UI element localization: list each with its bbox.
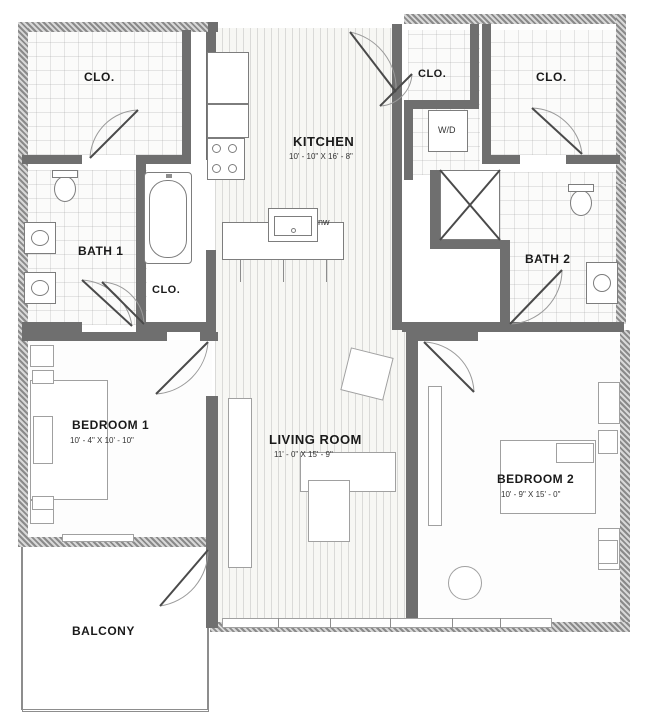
door-bath2[interactable] xyxy=(508,268,564,328)
island-sink-basin xyxy=(274,216,312,236)
wall-bedroom2-left xyxy=(406,332,418,628)
toilet-bath1 xyxy=(54,176,76,202)
door-bedroom2[interactable] xyxy=(422,340,478,396)
wall-kitchen-left-lower xyxy=(206,250,216,330)
bar-stool-3 xyxy=(326,260,327,282)
wall-bath1-bottom xyxy=(22,322,82,332)
wall-closet-bath1-right xyxy=(136,155,191,164)
label-microwave: nw xyxy=(318,217,330,227)
window-mullion-5 xyxy=(500,618,501,628)
entry-rug xyxy=(228,398,252,568)
window-mullion-1 xyxy=(278,618,279,628)
window-living-bottom xyxy=(222,618,552,628)
label-closet-hall: CLO. xyxy=(152,284,181,296)
exterior-wall-top-mid xyxy=(208,22,218,32)
label-washer-dryer: W/D xyxy=(438,125,456,135)
dims-bedroom2: 10' - 9" X 15' - 0" xyxy=(501,490,561,499)
nightstand-3 xyxy=(598,430,618,454)
window-mullion-3 xyxy=(390,618,391,628)
wall-bath2-top xyxy=(482,155,520,164)
shower-diagonals xyxy=(440,170,500,240)
wall-shower-bottom xyxy=(430,240,510,249)
toilet-bath2 xyxy=(570,190,592,216)
burner-2 xyxy=(228,144,237,153)
window-bedroom2-right-upper xyxy=(598,382,620,424)
bed-1-pillows xyxy=(33,416,53,464)
exterior-wall-left-lower xyxy=(18,332,28,547)
wall-closet-top-mid-bottom xyxy=(404,100,479,109)
label-closet-top-mid: CLO. xyxy=(418,68,447,80)
wall-hall-closet-bottom xyxy=(136,322,216,332)
bar-stool-2 xyxy=(283,260,284,282)
door-closet-top-right[interactable] xyxy=(528,104,584,156)
label-kitchen: KITCHEN xyxy=(293,134,355,149)
balcony-rail-left xyxy=(21,547,22,710)
bathtub-basin xyxy=(149,180,187,258)
label-closet-top-left: CLO. xyxy=(84,70,115,84)
wall-closet-bath1 xyxy=(22,155,82,164)
door-closet-top-mid[interactable] xyxy=(378,72,414,108)
wall-utility-left xyxy=(404,100,413,180)
sink-bath2 xyxy=(593,274,611,292)
burner-4 xyxy=(228,164,237,173)
balcony-rail-bottom xyxy=(21,709,208,710)
kitchen-counter-upper xyxy=(207,104,249,138)
label-bedroom1: BEDROOM 1 xyxy=(72,418,150,432)
toilet-tank-bath1 xyxy=(52,170,78,178)
nightstand-4 xyxy=(598,540,618,564)
sink-faucet xyxy=(291,228,296,233)
door-bedroom1[interactable] xyxy=(152,340,212,398)
wall-shower-left xyxy=(430,170,440,248)
label-living-room: LIVING ROOM xyxy=(269,432,362,447)
wall-kitchen-right-lower xyxy=(392,134,402,330)
nightstand-1 xyxy=(32,370,54,384)
window-bedroom1-bottom xyxy=(62,534,134,542)
exterior-wall-right-bedroom xyxy=(620,330,630,630)
label-closet-top-right: CLO. xyxy=(536,70,567,84)
door-closet-top-left[interactable] xyxy=(88,108,144,160)
exterior-wall-top-left xyxy=(18,22,208,32)
window-mullion-2 xyxy=(330,618,331,628)
label-bedroom2: BEDROOM 2 xyxy=(497,472,575,486)
bar-stool-1 xyxy=(240,260,241,282)
label-bath2: BATH 2 xyxy=(525,252,571,266)
dresser-bedroom2 xyxy=(428,386,442,526)
dims-bedroom1: 10' - 4" X 10' - 10" xyxy=(70,436,134,445)
wall-wd-right xyxy=(470,24,479,104)
bathtub-faucet xyxy=(166,174,172,178)
toilet-tank-bath2 xyxy=(568,184,594,192)
wall-bath2-top-right xyxy=(566,155,620,164)
wall-hall-bottom-right xyxy=(402,322,512,332)
window-mullion-4 xyxy=(452,618,453,628)
dims-living-room: 11' - 0" X 15' - 9" xyxy=(274,450,333,459)
exterior-wall-top-right xyxy=(404,14,626,24)
wall-closet-top-right-left xyxy=(482,24,491,159)
door-balcony[interactable] xyxy=(156,548,212,610)
coffee-table xyxy=(308,480,350,542)
dims-kitchen: 10' - 10" X 16' - 8" xyxy=(289,152,353,161)
label-balcony: BALCONY xyxy=(72,624,135,638)
window-bedroom1-left-upper xyxy=(30,345,54,367)
side-chair xyxy=(448,566,482,600)
wall-closet-right xyxy=(182,30,191,158)
refrigerator xyxy=(207,52,249,104)
bed-2-pillows xyxy=(556,443,594,463)
wall-bedroom1-top xyxy=(22,332,167,341)
sink-bath1-lower xyxy=(31,280,49,296)
nightstand-2 xyxy=(32,496,54,510)
label-bath1: BATH 1 xyxy=(78,244,124,258)
door-closet-hall[interactable] xyxy=(100,280,148,328)
burner-1 xyxy=(212,144,221,153)
sink-bath1-upper xyxy=(31,230,49,246)
burner-3 xyxy=(212,164,221,173)
